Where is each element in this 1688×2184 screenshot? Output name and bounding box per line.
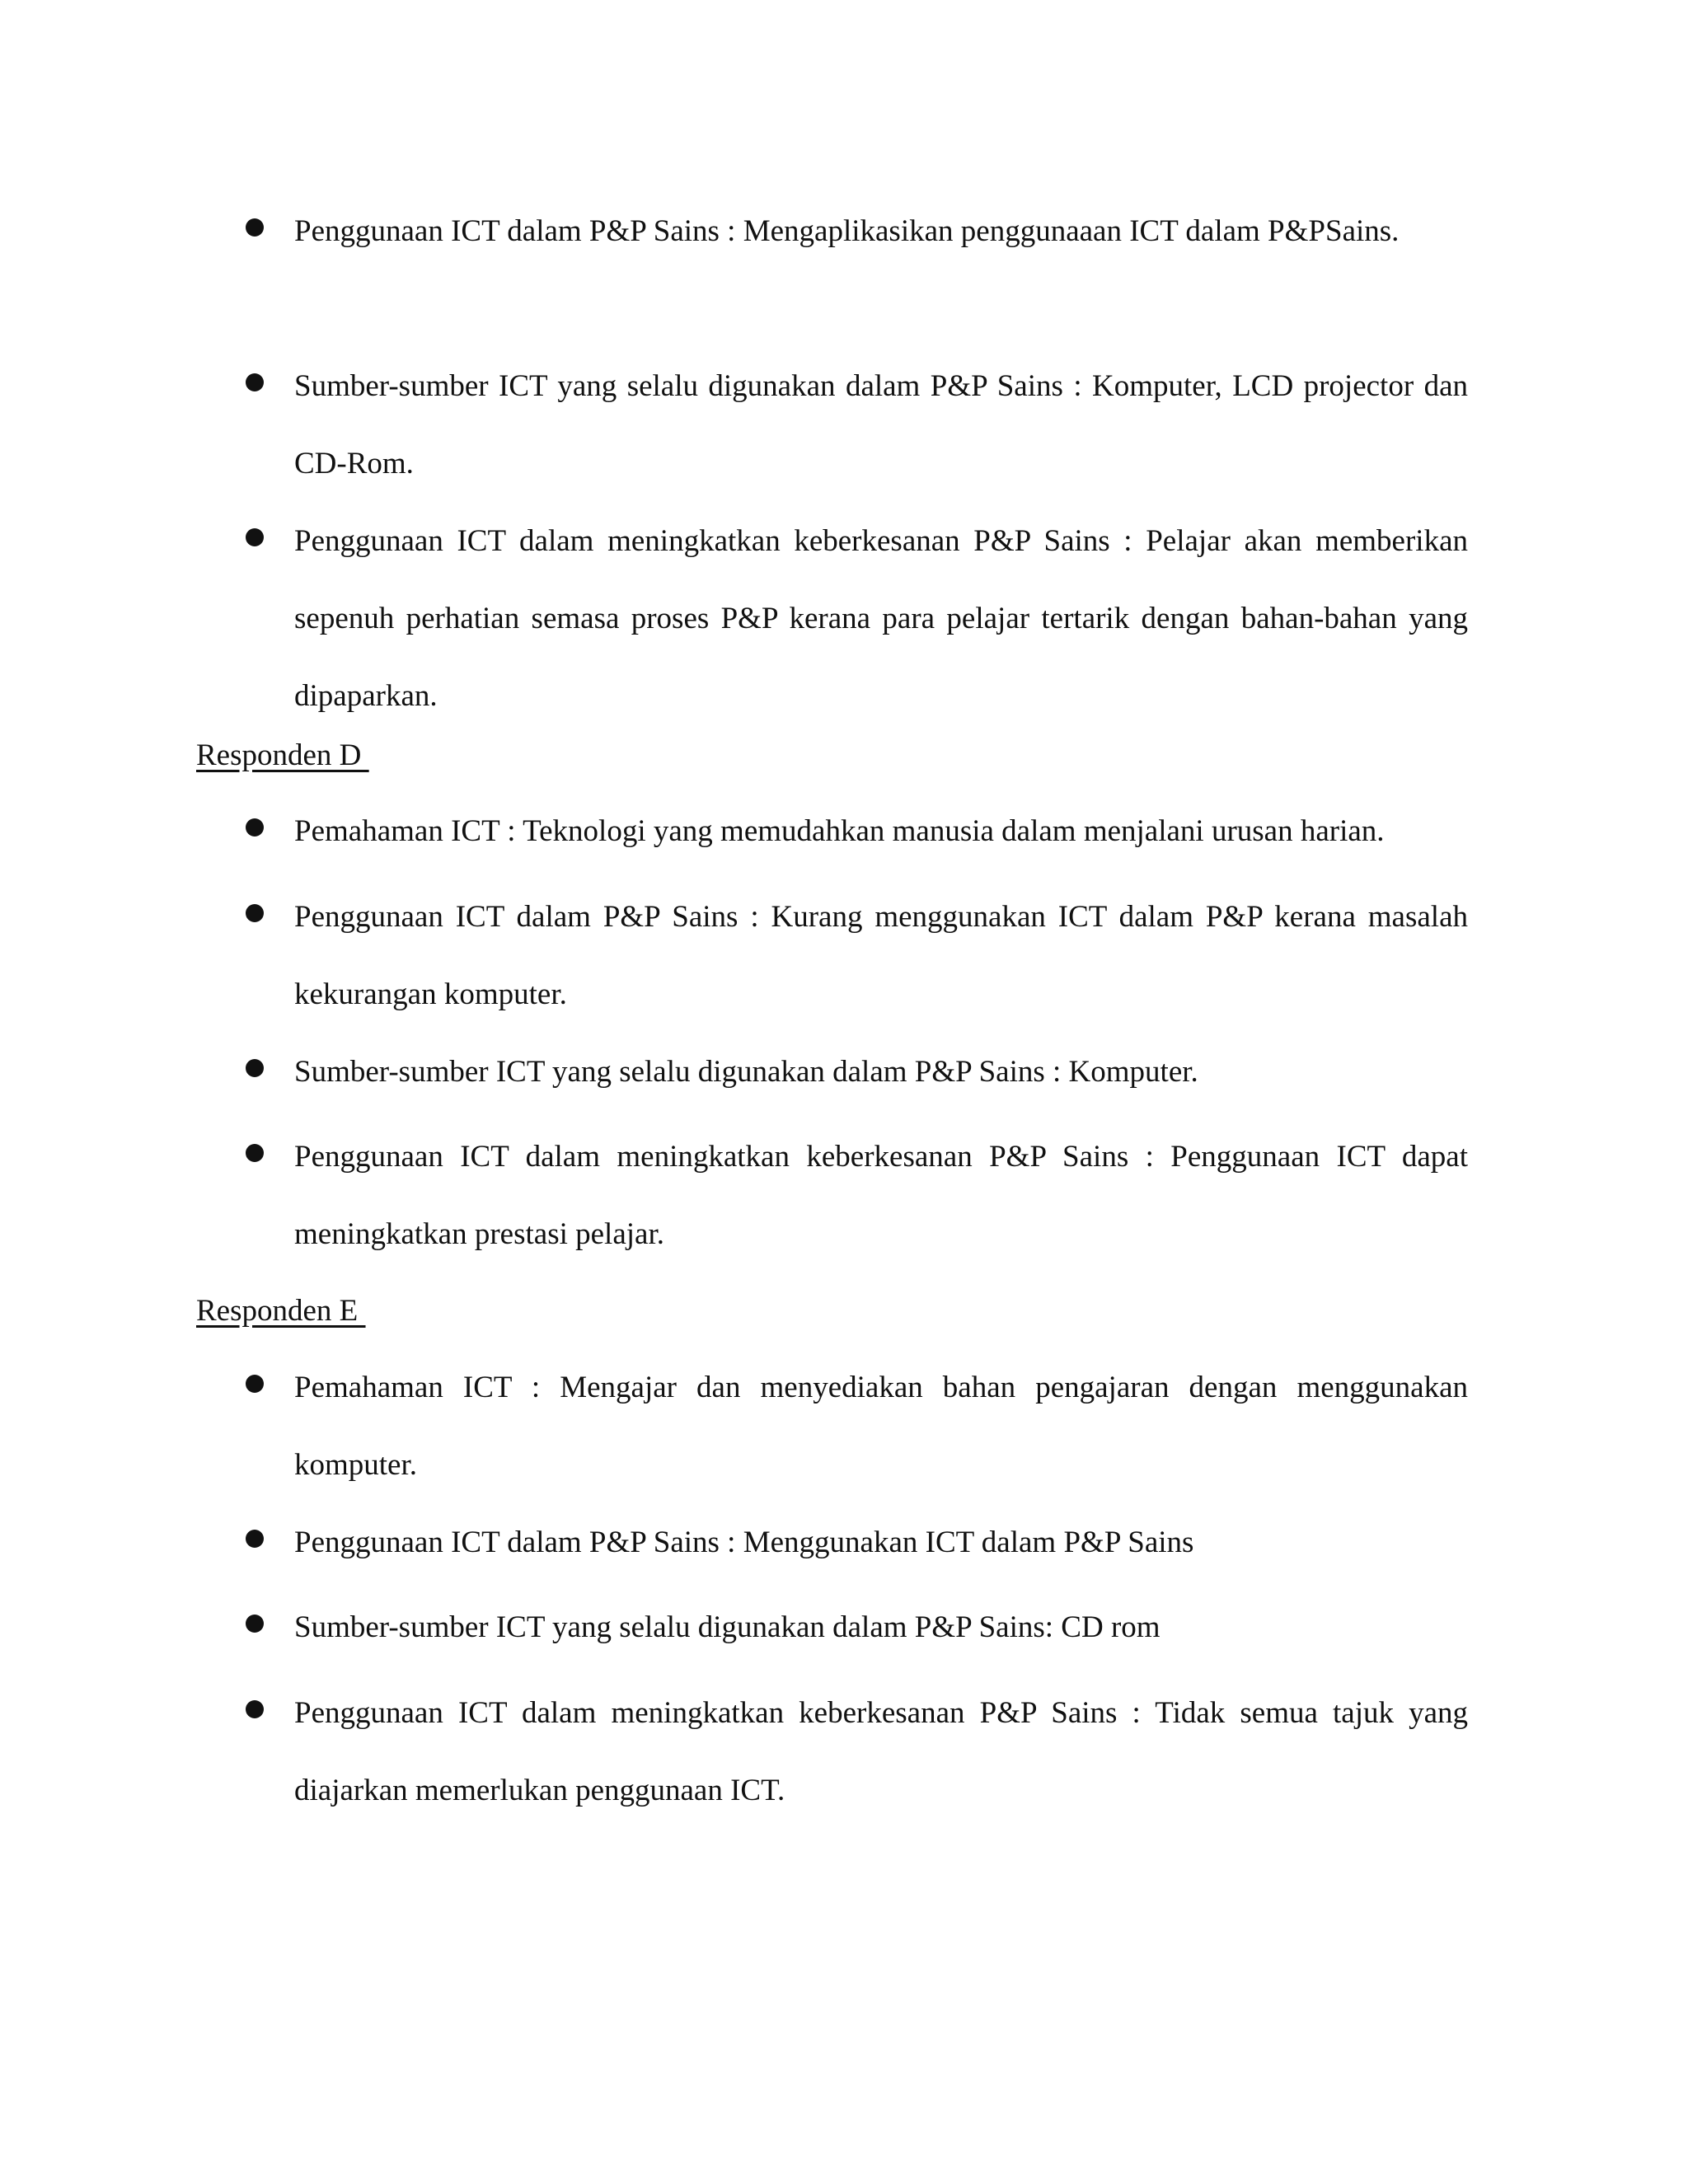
bullet-icon <box>246 1059 264 1077</box>
list-item-text: Pemahaman ICT : Teknologi yang memudahkan manusia dalam menjalani urusan harian. <box>294 814 1385 848</box>
bullet-icon <box>246 1530 264 1548</box>
list-item-text: Sumber-sumber ICT yang selalu digunakan dalam P&P Sains : Komputer, LCD projector dan CD-Rom. <box>294 369 1468 480</box>
list-item-text: Sumber-sumber ICT yang selalu digunakan dalam P&P Sains: CD rom <box>294 1610 1160 1644</box>
bullet-icon <box>246 528 264 546</box>
list-item-text: Penggunaan ICT dalam meningkatkan keberkesanan P&P Sains : Pelajar akan memberikan sepenuh perhatian semasa proses P&P kerana para pelajar tertarik dengan bahan-bahan yang dipaparkan. <box>294 524 1468 713</box>
bullet-icon <box>246 1375 264 1393</box>
list-item-text: Penggunaan ICT dalam P&P Sains : Menggunakan ICT dalam P&P Sains <box>294 1526 1194 1559</box>
section-heading-responden-e: Responden E <box>196 1294 366 1328</box>
section-heading-responden-d: Responden D <box>196 738 369 772</box>
list-item-text: Penggunaan ICT dalam P&P Sains : Mengaplikasikan penggunaaan ICT dalam P&PSains. <box>294 214 1400 248</box>
bullet-icon <box>246 218 264 237</box>
list-item-text: Penggunaan ICT dalam meningkatkan keberkesanan P&P Sains : Tidak semua tajuk yang diajarkan memerlukan penggunaan ICT. <box>294 1696 1468 1807</box>
bullet-icon <box>246 818 264 837</box>
bullet-icon <box>246 373 264 391</box>
bullet-icon <box>246 904 264 922</box>
bullet-icon <box>246 1700 264 1718</box>
list-item-text: Penggunaan ICT dalam meningkatkan keberkesanan P&P Sains : Penggunaan ICT dapat meningkatkan prestasi pelajar. <box>294 1140 1468 1251</box>
list-item-text: Penggunaan ICT dalam P&P Sains : Kurang menggunakan ICT dalam P&P kerana masalah kekurangan komputer. <box>294 900 1468 1011</box>
bullet-icon <box>246 1615 264 1633</box>
list-item-text: Sumber-sumber ICT yang selalu digunakan dalam P&P Sains : Komputer. <box>294 1055 1198 1089</box>
bullet-icon <box>246 1144 264 1162</box>
list-item-text: Pemahaman ICT : Mengajar dan menyediakan bahan pengajaran dengan menggunakan komputer. <box>294 1371 1468 1482</box>
